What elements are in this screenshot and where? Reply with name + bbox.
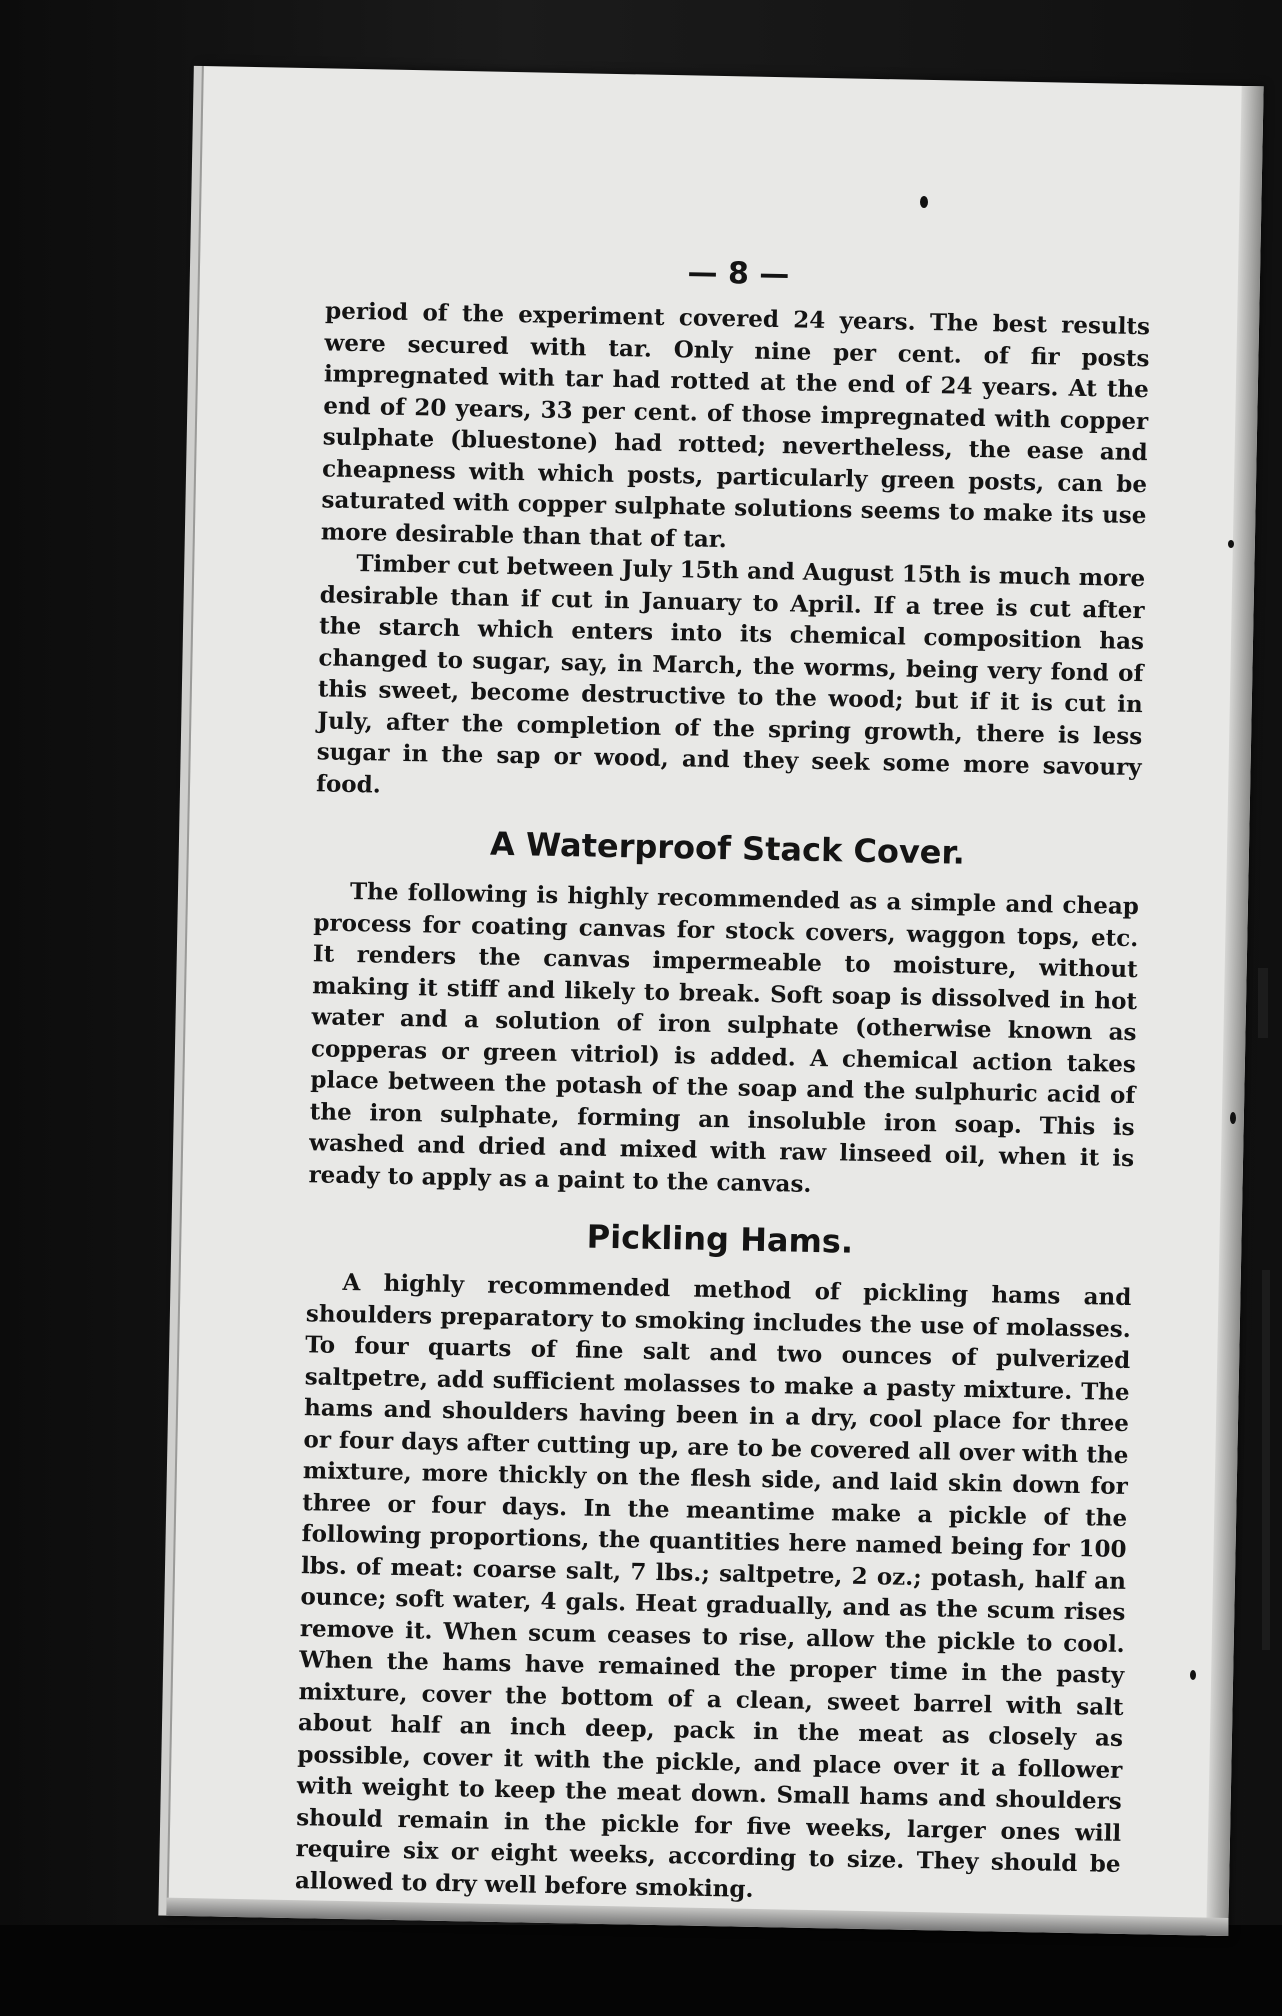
book-page: [166, 66, 1263, 1936]
heading-waterproof-stack-cover: A Waterproof Stack Cover.: [489, 824, 966, 872]
paragraph-stack-cover: The following is highly recommended as a simple and cheap process for coating canvas for stock covers, waggon tops, etc. It renders the canvas impermeable to moisture, without making it stiff and likely to break. Soft soap is dissolved in hot water and a solution of iron sulphate (otherwise known as copperas or green vitriol) is added. A chemical action takes place between the potash of the soap and the sulphuric acid of the iron sulphate, forming an insoluble iron soap. This is washed and dried and mixed with raw linseed oil, when it is ready to apply as a paint to the canvas.: [308, 877, 1140, 1198]
scan-margin-mark: [1262, 1270, 1270, 1650]
page-text-block: [295, 248, 1151, 1912]
scan-speck: [920, 196, 928, 208]
page-number: — 8 —: [687, 255, 790, 293]
scan-bottom-shadow: [0, 1925, 1282, 2016]
paragraph-timber-cut: Timber cut between July 15th and August 15th is much more desirable than if cut in January to April. If a tree is cut after the starch which enters into its chemical composition has changed to sugar, say, in March, the worms, being very fond of this sweet, become destructive to the wood; but if it is cut in July, after the completion of the spring growth, there is less sugar in the sap or wood, and they seek some more savoury food.: [315, 550, 1146, 799]
scan-speck: [1190, 1670, 1196, 1680]
scan-speck: [1230, 1112, 1236, 1124]
scan-speck: [1228, 540, 1234, 548]
scan-margin-mark: [1258, 968, 1268, 1038]
paragraph-pickling-hams: A highly recommended method of pickling hams and shoulders preparatory to smoking includes the use of molasses. To four quarts of fine salt and two ounces of pulverized saltpetre, add sufficient molasses to make a pasty mixture. The hams and shoulders having been in a dry, cool place for three or four days after cutting up, are to be covered all over with the mixture, more thickly on the flesh side, and laid skin down for three or four days. In the meantime make a pickle of the following proportions, the quantities here named being for 100 lbs. of meat: coarse salt, 7 lbs.; saltpetre, 2 oz.; potash, half an ounce; soft water, 4 gals. Heat gradually, and as the scum rises remove it. When scum ceases to rise, allow the pickle to cool. When the hams have remained the proper time in the pasty mixture, cover the bottom of a clean, sweet barrel with salt about half an inch deep, pack in the meat as closely as possible, cover it with the pickle, and place over it a follower with weight to keep the meat down. Small hams and shoulders should remain in the pickle for five weeks, larger ones will require six or eight weeks, according to size. They should be allowed to dry well before smoking.: [294, 1268, 1132, 1903]
heading-pickling-hams: Pickling Hams.: [586, 1217, 854, 1261]
paragraph-experiment: period of the experiment covered 24 years. The best results were secured with tar. Only nine per cent. of fir posts impregnated with tar had rotted at the end of 24 years. At the end of 20 years, 33 per cent. of those impregnated with copper sulphate (bluestone) had rotted; nevertheless, the ease and cheapness with which posts, particularly green posts, can be saturated with copper sulphate solutions seems to make its use more desirable than that of tar.: [320, 297, 1151, 553]
